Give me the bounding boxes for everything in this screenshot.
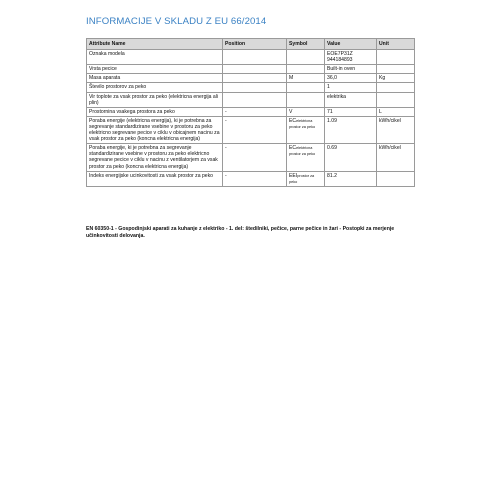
table-row	[87, 171, 415, 186]
cell-value: 36,0	[325, 74, 377, 83]
cell-position	[223, 65, 287, 74]
cell-symbol	[287, 107, 325, 116]
cell-value: 81.2	[325, 171, 377, 186]
cell-symbol	[287, 74, 325, 83]
cell-position: -	[223, 144, 287, 171]
cell-position: -	[223, 116, 287, 143]
cell-position: -	[223, 107, 287, 116]
table-row	[87, 50, 415, 65]
cell-attribute-name: Število prostorov za peko	[87, 83, 223, 92]
cell-position	[223, 92, 287, 107]
cell-unit: kWh/cikel	[377, 116, 415, 143]
cell-attribute-name: Vir toplote za vsak prostor za peko (elektricna energija ali plin)	[87, 92, 223, 107]
cell-unit	[377, 92, 415, 107]
table-row	[87, 83, 415, 92]
symbol-text: EC	[289, 117, 297, 124]
cell-position	[223, 83, 287, 92]
symbol-subscript: elektricna prostor za peko	[289, 146, 316, 157]
cell-attribute-name: Oznaka modela	[87, 50, 223, 65]
symbol-text: EC	[289, 145, 297, 152]
cell-value: 0.69	[325, 144, 377, 171]
table-row	[87, 65, 415, 74]
page-title: INFORMACIJE V SKLADU Z EU 66/2014	[86, 16, 267, 27]
cell-attribute-name: Vrsta pecice	[87, 65, 223, 74]
cell-value: 71	[325, 107, 377, 116]
symbol-subscript: elektricna prostor za peko	[289, 118, 316, 129]
cell-symbol	[287, 83, 325, 92]
cell-symbol	[287, 65, 325, 74]
cell-unit	[377, 83, 415, 92]
energy-info-table	[86, 38, 415, 187]
header-value: Value	[325, 39, 377, 50]
table-row	[87, 74, 415, 83]
table-row	[87, 144, 415, 171]
symbol-subscript: prostor za peko	[289, 173, 315, 184]
symbol-text: M	[289, 75, 294, 82]
header-position: Position	[223, 39, 287, 50]
header-unit: Unit	[377, 39, 415, 50]
cell-value: EOE7P31Z 944184893	[325, 50, 377, 65]
table-header-row	[87, 39, 415, 50]
cell-symbol	[287, 144, 325, 171]
table-row	[87, 107, 415, 116]
cell-position	[223, 74, 287, 83]
cell-position: -	[223, 171, 287, 186]
cell-unit	[377, 171, 415, 186]
standard-note: EN 60350-1 - Gospodinjski aparati za kuhanje z elektriko - 1. del: štedilniki, pečice, parne pečice in žari - Postopki za merjenje učinkovitosti delovanja.	[86, 226, 395, 239]
header-symbol: Symbol	[287, 39, 325, 50]
cell-symbol	[287, 50, 325, 65]
cell-unit: kWh/cikel	[377, 144, 415, 171]
cell-value: 1.09	[325, 116, 377, 143]
header-attribute-name: Attribute Name	[87, 39, 223, 50]
table-body	[87, 50, 415, 187]
cell-value: elektrika	[325, 92, 377, 107]
cell-unit	[377, 65, 415, 74]
cell-unit: L	[377, 107, 415, 116]
cell-attribute-name: Masa aparata	[87, 74, 223, 83]
symbol-text: EEI	[289, 172, 298, 179]
cell-symbol	[287, 171, 325, 186]
cell-value: Built-in oven	[325, 65, 377, 74]
cell-unit	[377, 50, 415, 65]
cell-attribute-name: Poraba energije (elektricna energija), ki je potrebna za segrevanje standardizirane vsebine v prostoru za peko elektricno segrevane pecice v ciklu v obicajnem nacinu za vsak prostor za peko (koncna elektricna energija)	[87, 116, 223, 143]
cell-unit: Kg	[377, 74, 415, 83]
cell-value: 1	[325, 83, 377, 92]
cell-symbol	[287, 116, 325, 143]
cell-attribute-name: Indeks energijske ucinkovitosti za vsak prostor za peko	[87, 171, 223, 186]
symbol-text: V	[289, 108, 293, 115]
cell-position	[223, 50, 287, 65]
cell-symbol	[287, 92, 325, 107]
table-row	[87, 92, 415, 107]
table-row	[87, 116, 415, 143]
cell-attribute-name: Prostornina vsakega prostora za peko	[87, 107, 223, 116]
cell-attribute-name: Poraba energije, ki je potrebna za segrevanje standardizirane vsebine v prostoru za peko elektricno segrevane pecice v ciklu v nacinu z ventilatorjem za vsak prostor za peko (koncna elektricna energija)	[87, 144, 223, 171]
